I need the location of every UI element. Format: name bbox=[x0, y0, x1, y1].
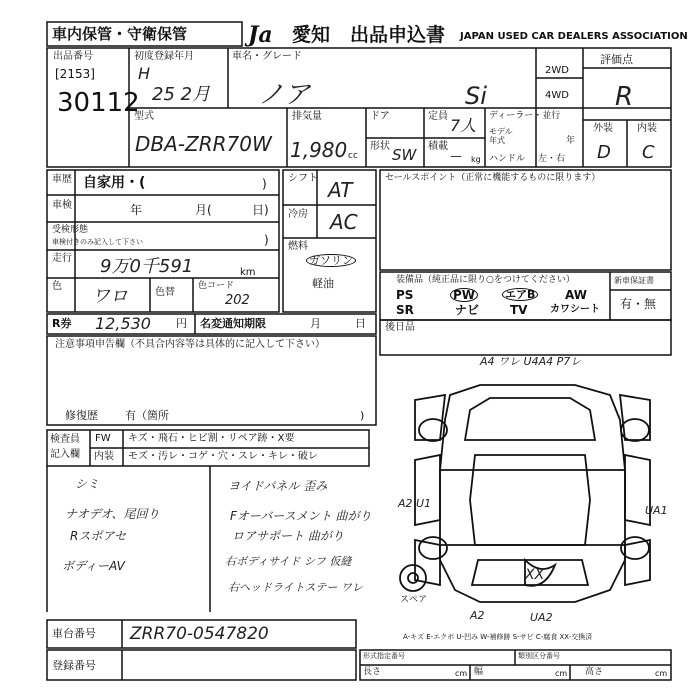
hw-note-right-1: ヨイドパネル 歪み bbox=[228, 479, 328, 493]
inspector-fw: FW bbox=[95, 433, 111, 444]
fuel-light: 軽油 bbox=[312, 277, 334, 290]
notice-month: 月 bbox=[310, 317, 321, 330]
org-english: JAPAN USED CAR DEALERS ASSOCIATION bbox=[460, 31, 688, 42]
ac-value: AC bbox=[330, 210, 358, 234]
shape-value: SW bbox=[392, 146, 417, 164]
mileage-label: 走行 bbox=[52, 253, 72, 264]
load-value: — bbox=[450, 149, 462, 163]
receipt-label: 受検形態 bbox=[52, 225, 89, 235]
capacity-label: 定員 bbox=[428, 111, 448, 122]
hw-note-left-2: ナオデオ、尾回り bbox=[65, 507, 160, 521]
handle-options: 左・右 bbox=[538, 154, 566, 164]
plate-label: 登録番号 bbox=[52, 659, 96, 672]
inspector-label-2: 記入欄 bbox=[50, 449, 80, 460]
diagram-top-label: A4 ワレ U4A4 P7レ bbox=[480, 355, 582, 368]
model-value: DBA-ZRR70W bbox=[135, 132, 272, 156]
inspector-label-1: 検査員 bbox=[50, 434, 80, 445]
interior-score: C bbox=[642, 142, 655, 163]
recycle-label: R券 bbox=[52, 317, 72, 330]
grade-label: 評価点 bbox=[600, 53, 633, 66]
doors-label: ドア bbox=[370, 111, 390, 122]
shaken-label: 車検 bbox=[52, 200, 72, 211]
car-name-value: ノア bbox=[258, 80, 311, 110]
hw-note-left-3: Rスポアセ bbox=[70, 529, 127, 543]
displacement-value: 1,980 bbox=[290, 138, 348, 162]
hw-note-right-4: 右ボディサイド シフ 仮縫 bbox=[225, 555, 352, 568]
org-name: 愛知 bbox=[292, 24, 331, 46]
recycle-yen: 円 bbox=[176, 317, 187, 330]
equip-seat: カワシート bbox=[550, 304, 600, 315]
color-label: 色 bbox=[52, 281, 62, 292]
sales-point-label: セールスポイント（正常に機能するものに限ります） bbox=[385, 173, 601, 183]
lot-sub-number: [2153] bbox=[55, 67, 95, 81]
hw-note-left-1: シミ bbox=[75, 477, 100, 491]
hw-note-left-4: ボディーAV bbox=[62, 559, 125, 573]
first-reg-value: 25 2月 bbox=[152, 84, 211, 105]
car-name-label: 車名・グレード bbox=[232, 51, 302, 62]
equip-aw: AW bbox=[565, 288, 587, 302]
first-reg-label: 初度登録年月 bbox=[134, 51, 194, 62]
new-warranty-label: 新車保証書 bbox=[614, 276, 654, 285]
4wd-label: 4WD bbox=[545, 90, 569, 101]
diagram-bottom-label-1: A2 bbox=[470, 609, 485, 622]
usage-value: 自家用・( bbox=[83, 175, 146, 191]
dealer-label: ディーラー・並行 bbox=[489, 111, 561, 121]
lot-label: 出品番号 bbox=[53, 51, 93, 62]
height-cm: cm bbox=[655, 669, 668, 678]
mileage-unit: km bbox=[240, 267, 256, 278]
2wd-label: 2WD bbox=[545, 65, 569, 76]
form-title: 出品申込書 bbox=[350, 24, 446, 46]
equip-pw: PW bbox=[450, 288, 478, 302]
shaken-month: 月( bbox=[195, 203, 212, 217]
interior-label: 内装 bbox=[637, 123, 657, 134]
damage-legend: A-キズ E-エクボ U-凹み W-補修跡 S-サビ C-腐食 XX-交換済 bbox=[403, 633, 593, 641]
notes-title: 注意事項申告欄（不具合内容等は具体的に記入して下さい） bbox=[55, 339, 325, 350]
era-value: H bbox=[138, 64, 151, 83]
usage-label: 車歴 bbox=[52, 174, 72, 185]
association-logo: Ja bbox=[248, 22, 273, 48]
diagram-left-label: A2 U1 bbox=[398, 497, 432, 510]
fuel-label: 燃料 bbox=[288, 241, 308, 252]
width-label: 幅 bbox=[474, 667, 484, 677]
grade-score: R bbox=[615, 82, 634, 112]
model-year-label: モデル bbox=[489, 127, 513, 136]
height-label: 高さ bbox=[585, 667, 604, 677]
color-code-label: 色コード bbox=[198, 281, 235, 291]
color-change-label: 色替 bbox=[155, 287, 175, 298]
grade-value: Si bbox=[465, 82, 487, 110]
repair-close: ) bbox=[360, 409, 365, 422]
after-items-label: 後日品 bbox=[385, 322, 415, 333]
lot-number: 30112 bbox=[57, 88, 140, 118]
shift-label: シフト bbox=[288, 173, 318, 184]
cc-label: cc bbox=[348, 151, 358, 161]
displacement-label: 排気量 bbox=[292, 111, 322, 122]
inspector-interior-items: モズ・汚レ・コゲ・穴・スレ・キレ・破レ bbox=[128, 451, 318, 462]
shape-label: 形状 bbox=[370, 141, 390, 152]
receipt-note: 車検付きのみ記入して下さい bbox=[52, 238, 143, 246]
equip-ps: PS bbox=[396, 288, 414, 302]
spare-label: スペア bbox=[400, 595, 428, 605]
equipment-label: 装備品（純正品に限り○をつけてください） bbox=[396, 275, 575, 285]
usage-close: ) bbox=[262, 177, 267, 191]
chassis-label: 車台番号 bbox=[52, 627, 96, 640]
color-value: ワロ bbox=[92, 286, 128, 307]
receipt-close: ) bbox=[264, 233, 269, 247]
length-cm: cm bbox=[455, 669, 468, 678]
diagram-bottom-label-2: UA2 bbox=[530, 611, 553, 624]
inspector-fw-items: キズ・飛石・ヒビ割・リペア跡・X要 bbox=[128, 433, 295, 444]
shaken-day: 日) bbox=[252, 203, 269, 217]
exterior-label: 外装 bbox=[593, 123, 613, 134]
chassis-value: ZRR70-0547820 bbox=[130, 624, 269, 644]
hw-note-right-2: Fオーバースメント 曲がり bbox=[230, 509, 372, 523]
length-label: 長さ bbox=[363, 667, 382, 677]
warranty-options: 有・無 bbox=[620, 297, 657, 311]
capacity-value: 7人 bbox=[450, 116, 477, 135]
kg-label: kg bbox=[471, 155, 481, 164]
notice-label: 名変通知期限 bbox=[200, 317, 266, 330]
hw-note-right-5: 右ヘッドライトステー ワレ bbox=[228, 581, 363, 594]
storage-label: 車内保管・守衛保管 bbox=[52, 25, 188, 43]
exterior-score: D bbox=[597, 142, 611, 163]
diagram-right-label: UA1 bbox=[645, 504, 668, 517]
repair-value: 有（箇所 bbox=[125, 409, 169, 422]
inspector-interior: 内装 bbox=[94, 451, 114, 462]
form-number-label: 形式指定番号 bbox=[363, 652, 405, 660]
equip-tv: TV bbox=[510, 303, 528, 317]
equip-navi: ナビ bbox=[455, 303, 480, 317]
class-number-label: 類別区分番号 bbox=[518, 652, 560, 660]
notice-day: 日 bbox=[355, 317, 366, 330]
diagram-exchange-mark: XX bbox=[525, 567, 545, 583]
fuel-gas: ガソリン bbox=[306, 254, 356, 267]
handle-label: ハンドル bbox=[489, 154, 526, 164]
color-code-value: 202 bbox=[225, 293, 250, 308]
equip-airbag: エアB bbox=[502, 288, 538, 301]
mileage-value: 9万0千591 bbox=[100, 256, 194, 277]
repair-label: 修復歴 bbox=[65, 409, 98, 422]
ac-label: 冷房 bbox=[288, 209, 308, 220]
hw-note-right-3: ロアサポート 曲がり bbox=[232, 529, 344, 543]
load-label: 積載 bbox=[428, 141, 448, 152]
shift-value: AT bbox=[328, 178, 353, 202]
shaken-year: 年 bbox=[130, 203, 143, 217]
equip-sr: SR bbox=[396, 303, 414, 317]
year-unit: 年 bbox=[566, 136, 576, 146]
width-cm: cm bbox=[555, 669, 568, 678]
model-year-unit: 年式 bbox=[489, 136, 505, 145]
recycle-value: 12,530 bbox=[95, 314, 151, 333]
model-label: 型式 bbox=[134, 111, 154, 122]
